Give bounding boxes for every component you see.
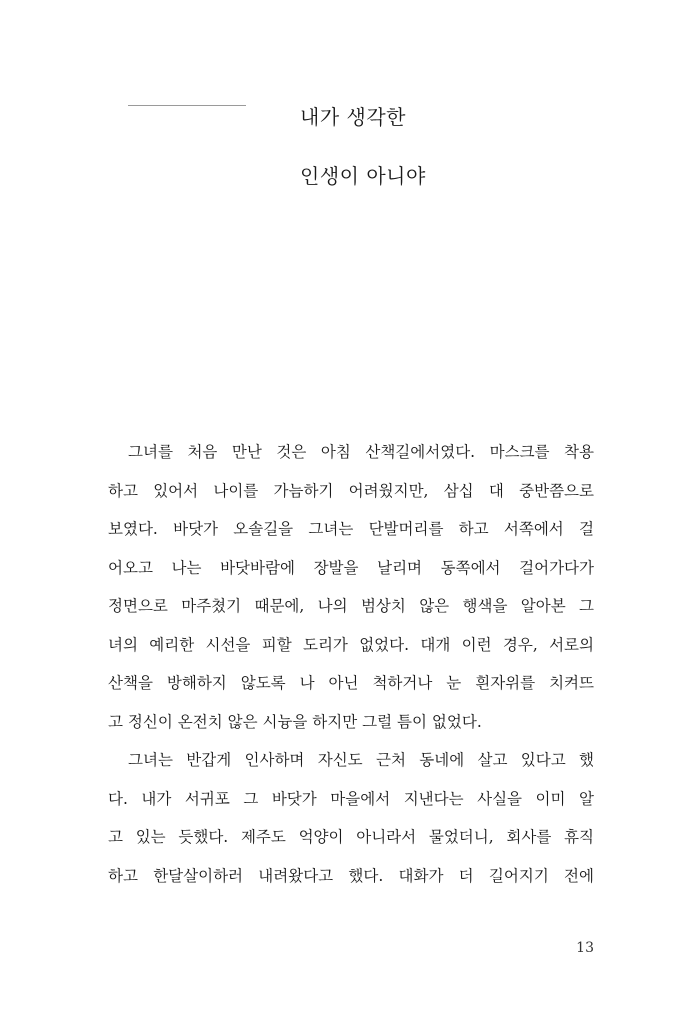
text-line: 하고 한달살이하러 내려왔다고 했다. 대화가 더 길어지기 전에 [108,866,594,885]
text-line: 하고 있어서 나이를 가늠하기 어려웠지만, 삼십 대 중반쯤으로 [108,481,594,500]
text-line: 다. 내가 서귀포 그 바닷가 마을에서 지낸다는 사실을 이미 알 [108,789,594,808]
chapter-title-line-1: 내가 생각한 [300,105,406,129]
page-number: 13 [576,940,594,956]
text-line: 정면으로 마주쳤기 때문에, 나의 범상치 않은 행색을 알아본 그 [108,597,594,615]
text-line: 보였다. 바닷가 오솔길을 그녀는 단발머리를 하고 서쪽에서 걸 [108,520,594,538]
text-line: 산책을 방해하지 않도록 나 아닌 척하거나 눈 흰자위를 치켜뜨 [108,674,594,692]
text-line: 그녀는 반갑게 인사하며 자신도 근처 동네에 살고 있다고 했 [128,751,594,769]
text-line: 그녀를 처음 만난 것은 아침 산책길에서였다. 마스크를 착용 [128,443,594,461]
chapter-title-line-2: 인생이 아니야 [300,164,426,188]
text-line: 고 있는 듯했다. 제주도 억양이 아니라서 물었더니, 회사를 휴직 [108,828,594,846]
body-text [108,440,594,902]
text-line: 녀의 예리한 시선을 피할 도리가 없었다. 대개 이런 경우, 서로의 [108,635,594,654]
text-line: 어오고 나는 바닷바람에 장발을 날리며 동쪽에서 걸어가다가 [108,558,594,577]
chapter-title-rule [128,105,246,106]
text-line: 고 정신이 온전치 않은 시늉을 하지만 그럴 틈이 없었다. [108,712,482,731]
